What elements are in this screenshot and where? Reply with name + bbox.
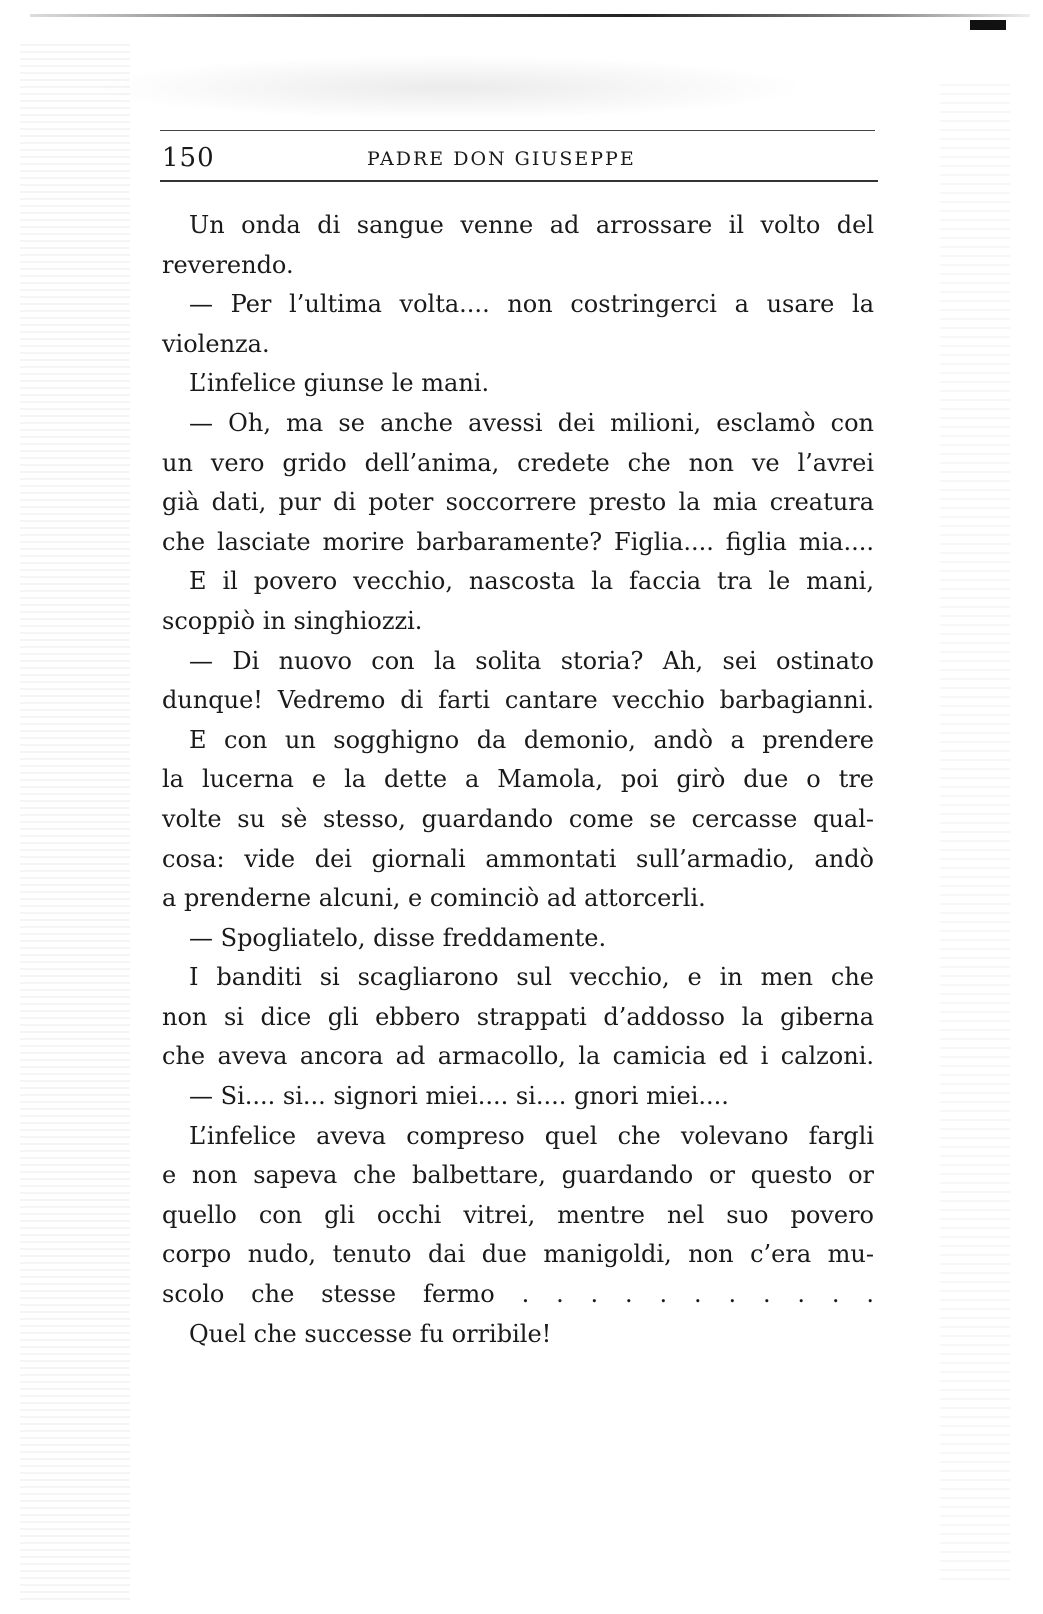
text-line: che lasciate morire barbaramente? Figlia.... figlia mia.... — [162, 527, 874, 556]
text-line: cosa: vide dei giornali ammontati sull’armadio, andò — [162, 844, 874, 873]
text-line: dunque! Vedremo di farti cantare vecchio barbagianni. — [162, 686, 874, 715]
text-line: e non sapeva che balbettare, guardando or questo or — [162, 1161, 874, 1190]
text-line: che aveva ancora ad armacollo, la camicia ed i calzoni. — [162, 1042, 874, 1071]
text-line: violenza. — [162, 329, 270, 358]
page-edge-rule — [30, 14, 1030, 17]
right-margin-speckle — [940, 80, 1010, 1580]
header-rule-bottom — [160, 180, 878, 182]
text-line: E con un sogghigno da demonio, andò a prendere — [189, 725, 874, 754]
ink-mark — [970, 20, 1006, 30]
text-line: reverendo. — [162, 250, 294, 279]
text-line: L’infelice aveva compreso quel che volevano fargli — [189, 1121, 874, 1150]
text-line: non si dice gli ebbero strappati d’addosso la giberna — [162, 1002, 874, 1031]
page-smudge — [90, 55, 810, 120]
text-line: scoppiò in singhiozzi. — [162, 606, 423, 635]
text-line: — Spogliatelo, disse freddamente. — [189, 923, 607, 952]
left-margin-speckle — [20, 40, 130, 1600]
header-rule-top — [160, 130, 875, 131]
text-line: Un onda di sangue venne ad arrossare il volto del — [189, 211, 874, 239]
text-line: quello con gli occhi vitrei, mentre nel suo povero — [162, 1200, 874, 1229]
text-line: corpo nudo, tenuto dai due manigoldi, non c’era mu- — [162, 1240, 874, 1269]
running-title: PADRE DON GIUSEPPE — [367, 148, 636, 170]
text-line: — Per l’ultima volta.... non costringerci a usare la — [189, 290, 874, 319]
text-line: scolo che stesse fermo . . . . . . . . . . . — [162, 1280, 874, 1309]
text-line: già dati, pur di poter soccorrere presto la mia creatura — [162, 488, 874, 517]
text-line: Quel che successe fu orribile! — [189, 1319, 552, 1348]
text-line: L’infelice giunse le mani. — [189, 369, 490, 398]
body-text — [162, 206, 874, 1354]
text-line: E il povero vecchio, nascosta la faccia tra le mani, — [189, 567, 874, 596]
text-line: — Oh, ma se anche avessi dei milioni, esclamò con — [189, 408, 874, 437]
running-header — [162, 140, 877, 174]
text-line: — Si.... si... signori miei.... si.... gnori miei.... — [189, 1082, 729, 1111]
text-line: volte su sè stesso, guardando come se cercasse qual- — [162, 804, 874, 833]
text-line: un vero grido dell’anima, credete che non ve l’avrei — [162, 448, 874, 477]
text-line: la lucerna e la dette a Mamola, poi girò due o tre — [162, 765, 874, 794]
page-number: 150 — [162, 143, 215, 173]
text-line: — Di nuovo con la solita storia? Ah, sei ostinato — [189, 646, 874, 675]
text-line: a prenderne alcuni, e cominciò ad attorcerli. — [162, 884, 706, 913]
text-line: I banditi si scagliarono sul vecchio, e in men che — [189, 963, 874, 992]
